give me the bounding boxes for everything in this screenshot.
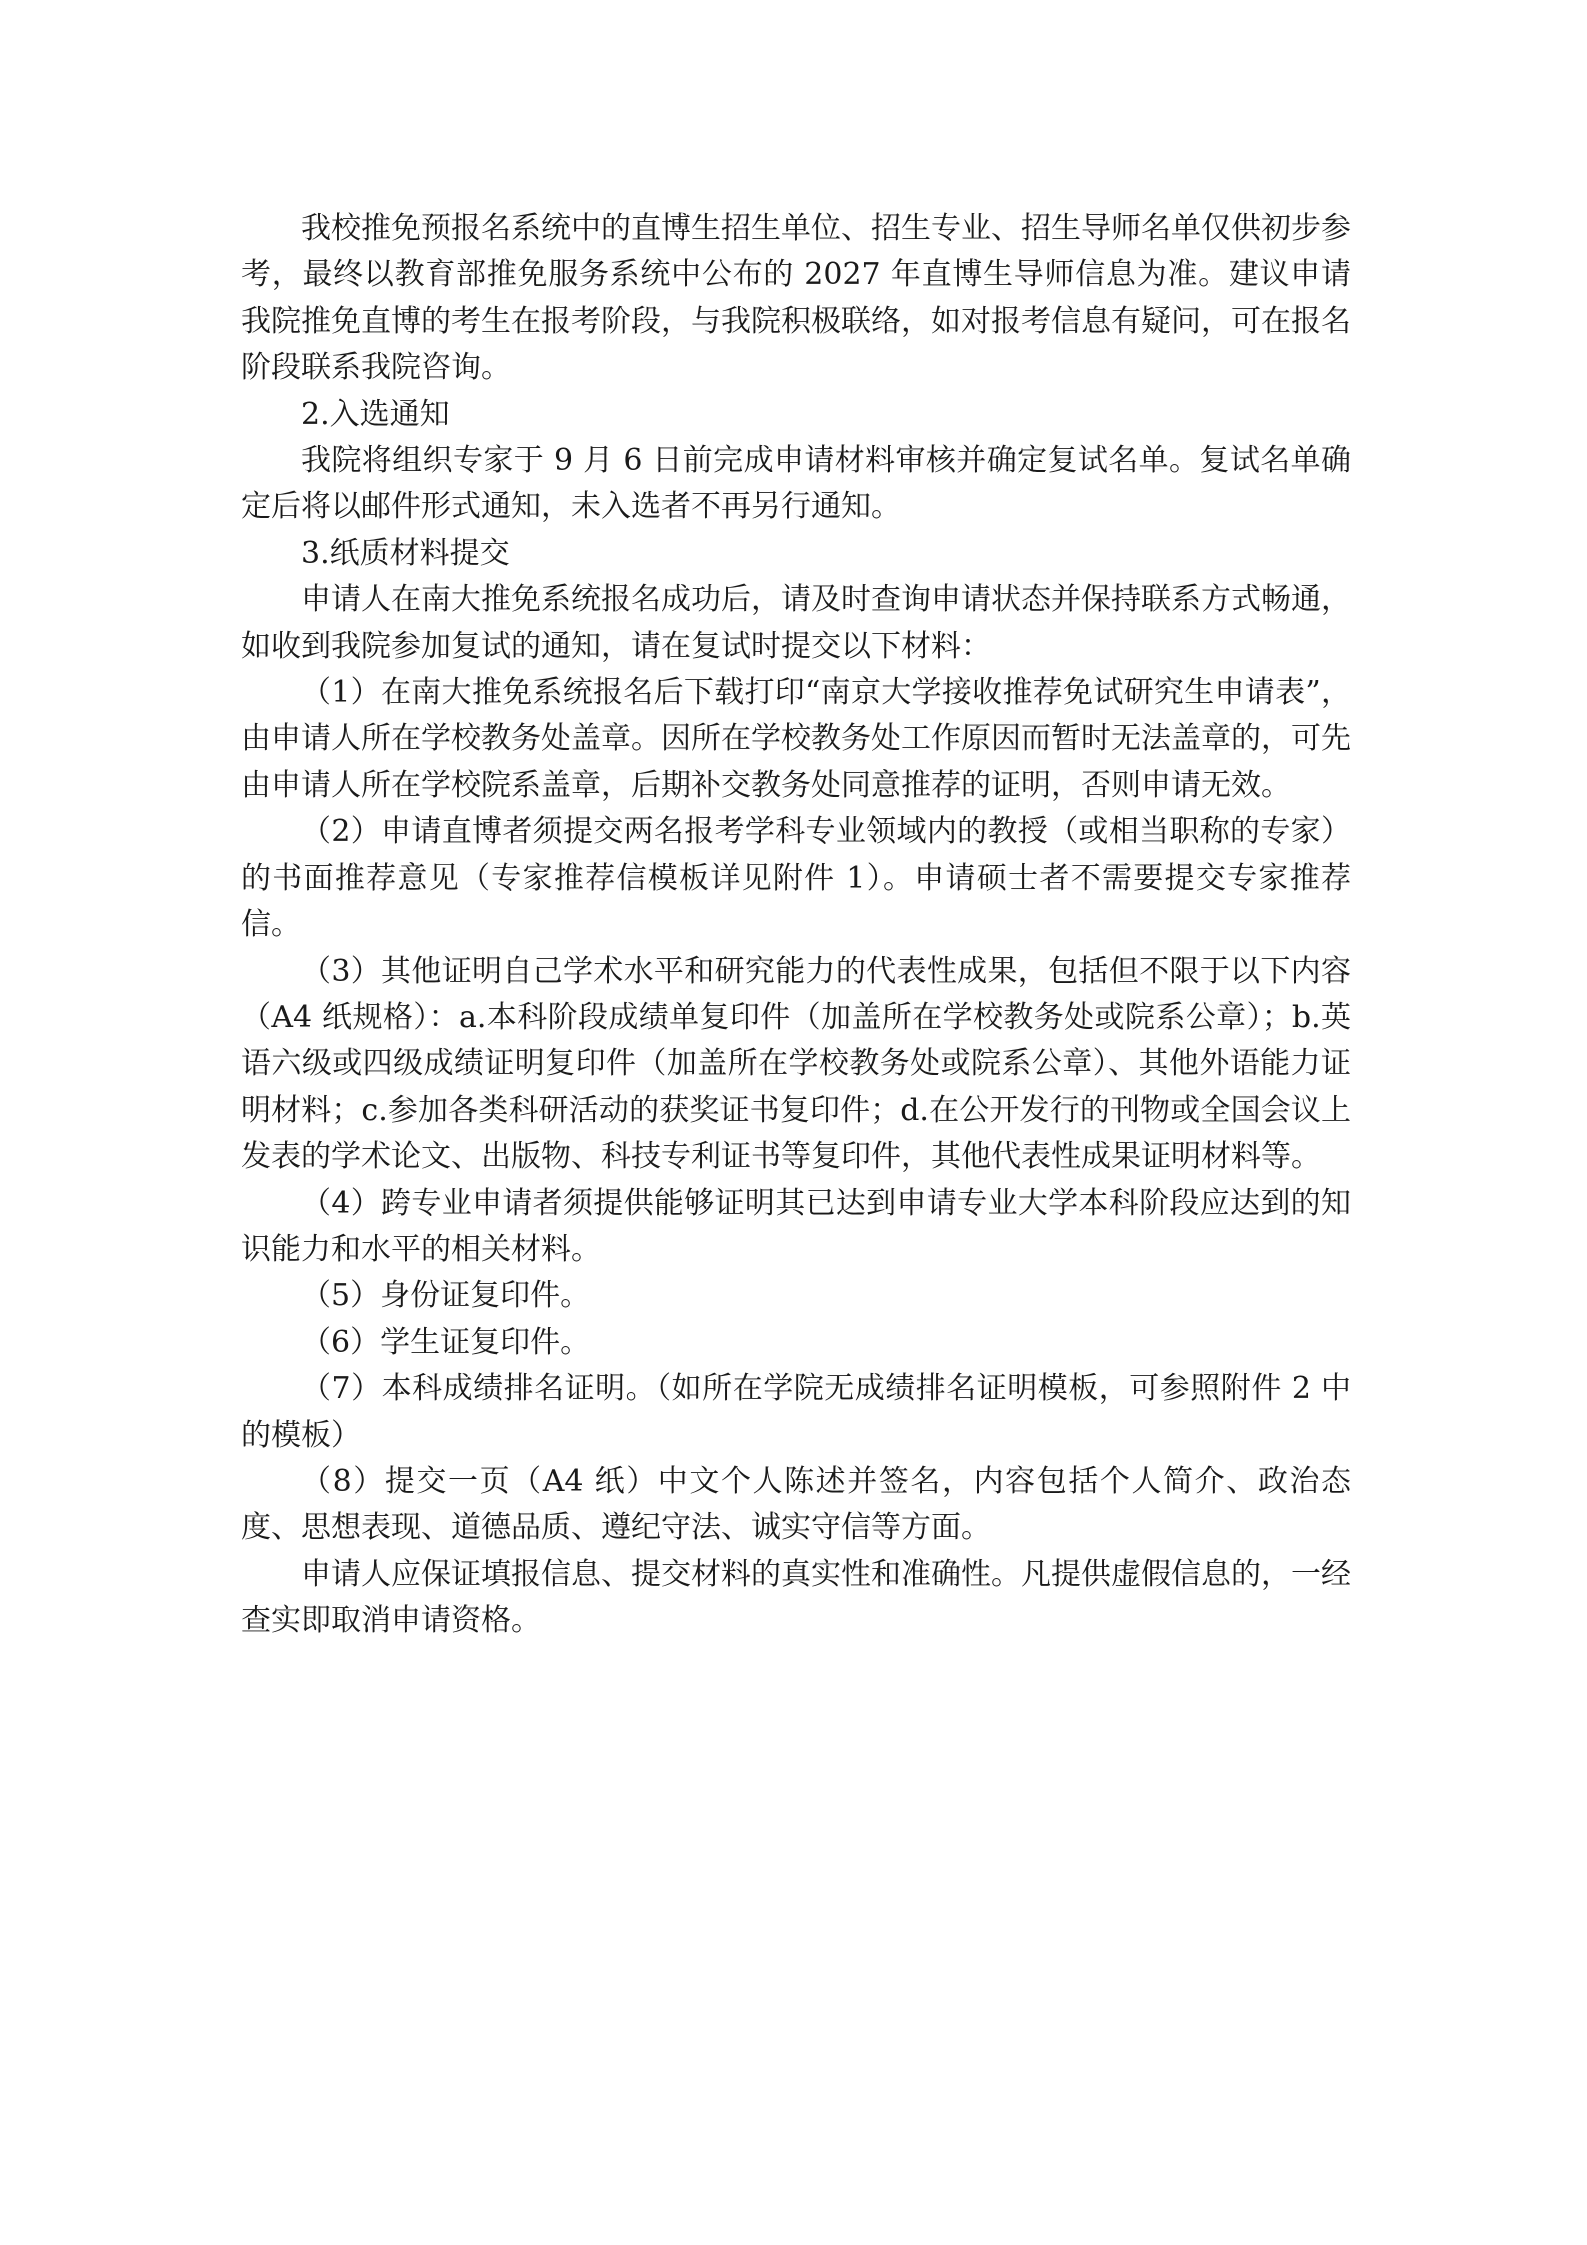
paragraph-direct-phd-reference: 我校推免预报名系统中的直博生招生单位、招生专业、招生导师名单仅供初步参考，最终以教育部推免服务系统中公布的 2027 年直博生导师信息为准。建议申请我院推免直博的考生在报考阶段，与我院积极联络，如对报考信息有疑问，可在报名阶段联系我院咨询。 bbox=[241, 211, 1351, 386]
list-item-representative-achievements: （3）其他证明自己学术水平和研究能力的代表性成果，包括但不限于以下内容（A4 纸规格）：a.本科阶段成绩单复印件（加盖所在学校教务处或院系公章）；b.英语六级或四级成绩证明复印件（加盖所在学校教务处或院系公章）、其他外语能力证明材料；c.参加各类科研活动的获奖证书复印件；d.在公开发行的刊物或全国会议上发表的学术论文、出版物、科技专利证书等复印件，其他代表性成果证明材料等。 bbox=[241, 953, 1351, 1175]
list-item-cross-major-materials: （4）跨专业申请者须提供能够证明其已达到申请专业大学本科阶段应达到的知识能力和水平的相关材料。 bbox=[241, 1185, 1351, 1267]
list-item-ranking-certificate: （7）本科成绩排名证明。（如所在学院无成绩排名证明模板，可参照附件 2 中的模板） bbox=[241, 1371, 1351, 1453]
paragraph-paper-materials-intro: 申请人在南大推免系统报名成功后，请及时查询申请状态并保持联系方式畅通，如收到我院参加复试的通知，请在复试时提交以下材料： bbox=[241, 582, 1351, 664]
paragraph-authenticity-statement: 申请人应保证填报信息、提交材料的真实性和准确性。凡提供虚假信息的，一经查实即取消申请资格。 bbox=[241, 1556, 1351, 1639]
section-heading-selection-notice: 2.入选通知 bbox=[301, 396, 450, 432]
list-item-recommendation-letters: （2）申请直博者须提交两名报考学科专业领域内的教授（或相当职称的专家）的书面推荐意见（专家推荐信模板详见附件 1）。申请硕士者不需要提交专家推荐信。 bbox=[241, 814, 1351, 943]
list-item-id-card-copy: （5）身份证复印件。 bbox=[301, 1278, 591, 1314]
paragraph-selection-notice: 我院将组织专家于 9 月 6 日前完成申请材料审核并确定复试名单。复试名单确定后将以邮件形式通知，未入选者不再另行通知。 bbox=[241, 443, 1351, 525]
section-heading-paper-materials: 3.纸质材料提交 bbox=[301, 535, 510, 571]
list-item-application-form: （1）在南大推免系统报名后下载打印“南京大学接收推荐免试研究生申请表”，由申请人所在学校教务处盖章。因所在学校教务处工作原因而暂时无法盖章的，可先由申请人所在学校院系盖章，后期补交教务处同意推荐的证明，否则申请无效。 bbox=[241, 675, 1351, 803]
document-body bbox=[241, 206, 1351, 1645]
list-item-student-card-copy: （6）学生证复印件。 bbox=[301, 1324, 591, 1360]
list-item-personal-statement: （8）提交一页（A4 纸）中文个人陈述并签名，内容包括个人简介、政治态度、思想表现、道德品质、遵纪守法、诚实守信等方面。 bbox=[241, 1463, 1351, 1546]
